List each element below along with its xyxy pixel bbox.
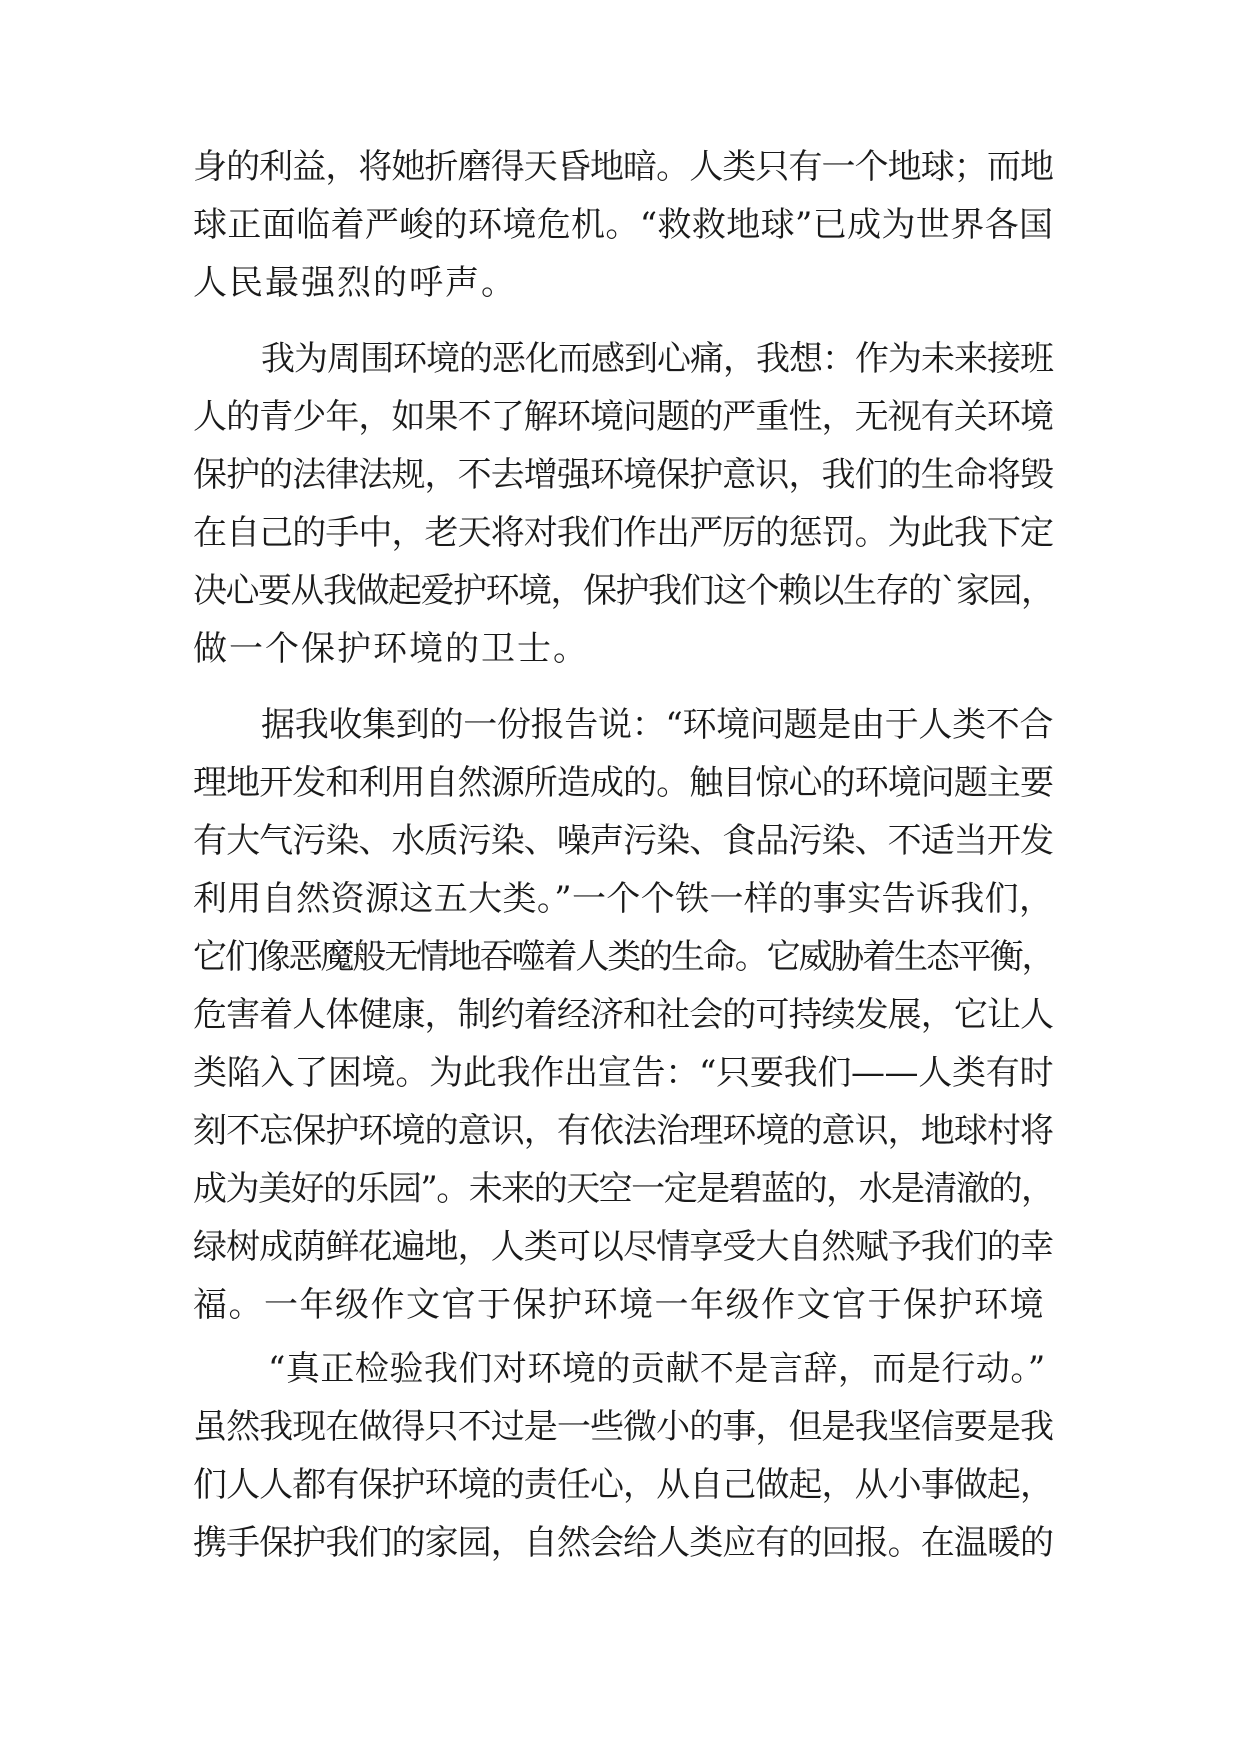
text-line: 们人人都有保护环境的责任心，从自己做起，从小事做起， (193, 1465, 1053, 1505)
text-line: 在自己的手中，老天将对我们作出严厉的惩罚。为此我下定 (193, 513, 1053, 553)
text-line: 理地开发和利用自然源所造成的。触目惊心的环境问题主要 (193, 763, 1053, 803)
text-line: 类陷入了困境。为此我作出宣告：“只要我们——人类有时 (193, 1053, 1053, 1093)
text-line: 刻不忘保护环境的意识，有依法治理环境的意识，地球村将 (193, 1111, 1053, 1151)
text-line: 人的青少年，如果不了解环境问题的严重性，无视有关环境 (193, 397, 1053, 437)
text-line: 福。一年级作文官于保护环境一年级作文官于保护环境 (193, 1285, 1045, 1325)
text-line: “真正检验我们对环境的贡献不是言辞，而是行动。” (268, 1349, 1046, 1389)
text-line: 成为美好的乐园”。未来的天空一定是碧蓝的，水是清澈的， (193, 1169, 1053, 1209)
text-line: 有大气污染、水质污染、噪声污染、食品污染、不适当开发 (193, 821, 1053, 861)
text-line: 它们像恶魔般无情地吞噬着人类的生命。它威胁着生态平衡， (193, 937, 1053, 977)
text-line: 携手保护我们的家园，自然会给人类应有的回报。在温暖的 (193, 1523, 1053, 1563)
text-line: 据我收集到的一份报告说：“环境问题是由于人类不合 (261, 705, 1053, 745)
text-line: 人民最强烈的呼声。 (193, 263, 517, 303)
text-line: 我为周围环境的恶化而感到心痛，我想：作为未来接班 (261, 339, 1053, 379)
text-line: 球正面临着严峻的环境危机。“救救地球”已成为世界各国 (193, 205, 1053, 245)
text-line: 保护的法律法规，不去增强环境保护意识，我们的生命将毁 (193, 455, 1053, 495)
text-line: 绿树成荫鲜花遍地，人类可以尽情享受大自然赋予我们的幸 (193, 1227, 1053, 1267)
text-line: 虽然我现在做得只不过是一些微小的事，但是我坚信要是我 (193, 1407, 1053, 1447)
text-line: 利用自然资源这五大类。”一个个铁一样的事实告诉我们， (193, 879, 1053, 919)
text-line: 身的利益，将她折磨得天昏地暗。人类只有一个地球；而地 (193, 147, 1053, 187)
text-line: 决心要从我做起爱护环境，保护我们这个赖以生存的`家园， (193, 571, 1053, 611)
text-line: 危害着人体健康，制约着经济和社会的可持续发展，它让人 (193, 995, 1053, 1035)
text-line: 做一个保护环境的卫士。 (193, 629, 589, 669)
